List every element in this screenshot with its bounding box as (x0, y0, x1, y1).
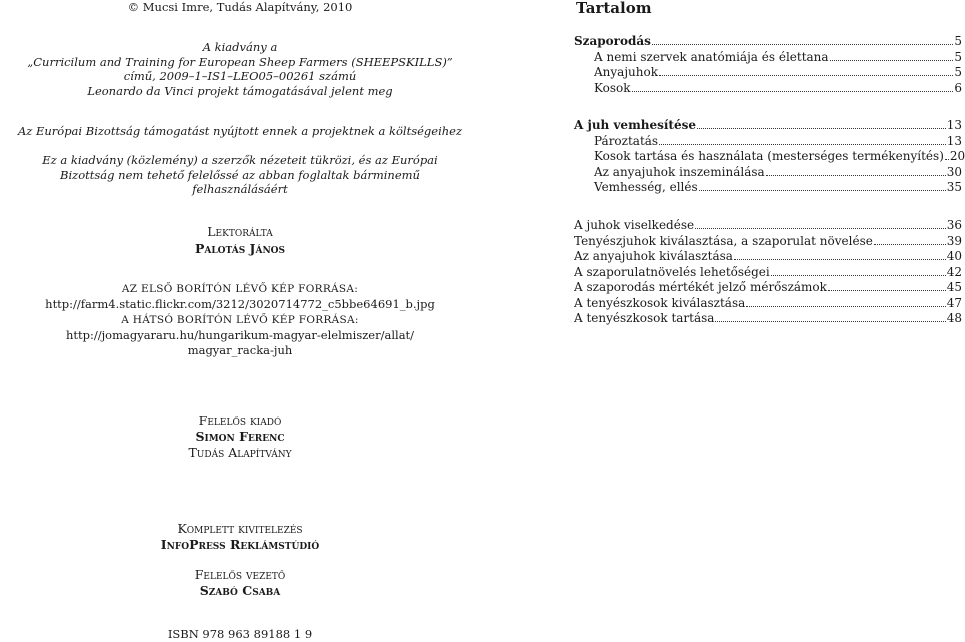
toc-entry (574, 50, 962, 66)
manager-label: Felelős vezető (194, 567, 286, 582)
toc-entry-page: 48 (946, 311, 962, 325)
toc-section-reproduction (574, 34, 962, 96)
publication-note (0, 40, 480, 98)
contents-page (574, 0, 964, 642)
manager-name: Szabó Csaba (199, 583, 281, 598)
toc-entry (574, 165, 962, 181)
back-cover-source-url (0, 328, 480, 357)
toc-dot-leader (746, 306, 945, 307)
toc-entry-page: 40 (946, 249, 962, 263)
toc-dot-leader (695, 228, 946, 229)
toc-title: Tartalom (576, 0, 652, 17)
toc-entry (574, 234, 962, 250)
toc-dot-leader (699, 190, 946, 191)
toc-entry (574, 65, 962, 81)
back-cover-url-line: http://jomagyararu.hu/hungarikum-magyar-elelmiszer/allat/ (65, 328, 415, 342)
toc-entry-title: A tenyészkosok tartása (574, 311, 715, 325)
toc-entry-page: 35 (946, 180, 962, 194)
toc-entry-title: A szaporulatnövelés lehetőségei (574, 264, 770, 279)
toc-entry-page: 13 (946, 118, 962, 132)
toc-entry (574, 218, 962, 234)
publisher-name: Simon Ferenc (195, 429, 285, 444)
toc-dot-leader (874, 244, 946, 245)
publication-line: „Curricilum and Training for European Sheep Farmers (SHEEPSKILLS)” (27, 54, 453, 69)
back-cover-url-line: magyar_racka-juh (187, 342, 293, 357)
toc-entry (574, 296, 962, 312)
toc-dot-leader (659, 144, 946, 145)
copyright-notice: © Mucsi Imre, Tudás Alapítvány, 2010 (127, 0, 353, 14)
publication-line: Leonardo da Vinci projekt támogatásával jelent meg (87, 83, 393, 98)
toc-entry-page: 5 (954, 49, 962, 64)
toc-entry (574, 118, 962, 134)
toc-dot-leader (828, 290, 946, 291)
toc-entry-page: 36 (946, 218, 962, 232)
toc-dot-leader (734, 259, 946, 260)
toc-entry-page: 20 (949, 149, 965, 163)
toc-dot-leader (715, 321, 945, 322)
toc-entry-title: Vemhesség, ellés (594, 180, 698, 194)
toc-dot-leader (659, 75, 953, 76)
toc-entry (574, 249, 962, 265)
toc-entry (574, 280, 962, 296)
toc-dot-leader (830, 60, 954, 61)
isbn: ISBN 978 963 89188 1 9 (167, 627, 313, 641)
toc-entry (574, 311, 962, 327)
publication-line: című, 2009–1–IS1–LEO05–00261 számú (123, 69, 357, 83)
disclaimer (0, 153, 480, 197)
production-label: Komplett kivitelezés (177, 521, 303, 536)
production-name: InfoPress Reklámstúdió (160, 537, 320, 552)
publisher-org: Tudás Alapítvány (188, 445, 292, 460)
toc-dot-leader (766, 175, 946, 176)
toc-entry-page: 42 (946, 264, 962, 279)
front-cover-source-url: http://farm4.static.flickr.com/3212/3020714772_c5bbe64691_b.jpg (45, 297, 435, 311)
toc-entry-title: Anyajuhok (594, 65, 659, 79)
front-cover-source-label: AZ ELSŐ BORÍTÓN LÉVŐ KÉP FORRÁSA: (121, 283, 359, 295)
toc-entry-title: Kosok tartása és használata (mesterséges termékenyítés) (594, 149, 944, 163)
toc-entry-page: 30 (946, 164, 962, 179)
toc-entry (574, 149, 965, 165)
toc-dot-leader (652, 44, 953, 45)
toc-section-selection (574, 218, 962, 327)
toc-dot-leader (632, 91, 954, 92)
toc-entry-title: Kosok (594, 80, 631, 95)
toc-entry-page: 39 (946, 233, 962, 248)
toc-entry (574, 34, 962, 50)
toc-entry-title: A szaporodás mértékét jelző mérőszámok (574, 280, 827, 294)
disclaimer-line: Ez a kiadvány (közlemény) a szerzők nézeteit tükrözi, és az Európai (42, 153, 438, 167)
toc-entry-title: Az anyajuhok inszeminálása (594, 164, 765, 179)
publisher-label: Felelős kiadó (198, 413, 282, 428)
toc-entry-page: 5 (954, 34, 962, 48)
toc-entry-page: 6 (954, 80, 962, 95)
toc-entry (574, 81, 962, 97)
toc-entry-title: Pároztatás (594, 133, 659, 148)
imprint-page (0, 0, 480, 642)
toc-entry-title: Tenyészjuhok kiválasztása, a szaporulat növelése (574, 233, 873, 248)
toc-entry-page: 45 (946, 280, 962, 294)
toc-entry-page: 5 (954, 65, 962, 79)
publication-line: A kiadvány a (202, 40, 278, 54)
toc-dot-leader (945, 159, 949, 160)
toc-entry-title: A juh vemhesítése (574, 118, 697, 132)
toc-entry-title: Az anyajuhok kiválasztása (574, 249, 733, 263)
toc-entry (574, 180, 962, 196)
toc-dot-leader (771, 275, 946, 276)
toc-entry-page: 47 (946, 295, 962, 310)
toc-entry-title: A juhok viselkedése (574, 218, 695, 232)
disclaimer-line: felhasználásáért (192, 182, 288, 196)
eu-support-note: Az Európai Bizottság támogatást nyújtott ennek a projektnek a költségeihez (17, 124, 463, 138)
reviewed-label: Lektorálta (207, 224, 273, 239)
toc-entry-page: 13 (946, 133, 962, 148)
reviewer-name: Palotás János (194, 241, 286, 256)
toc-entry (574, 134, 962, 150)
back-cover-source-label: A HÁTSÓ BORÍTÓN LÉVŐ KÉP FORRÁSA: (121, 314, 359, 326)
toc-section-mating (574, 118, 965, 196)
disclaimer-line: Bizottság nem tehető felelőssé az abban foglaltak bárminemű (60, 167, 420, 182)
toc-entry (574, 265, 962, 281)
toc-entry-title: Szaporodás (574, 34, 651, 48)
toc-dot-leader (697, 128, 946, 129)
toc-entry-title: A tenyészkosok kiválasztása (574, 295, 746, 310)
toc-entry-title: A nemi szervek anatómiája és élettana (594, 49, 829, 64)
